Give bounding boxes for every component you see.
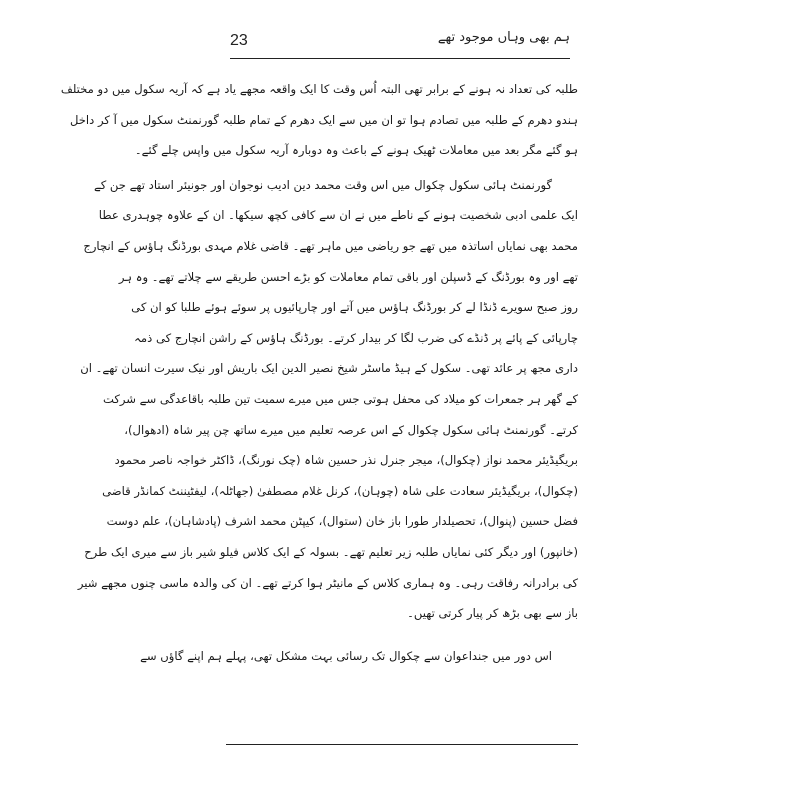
text-line: کی برادرانہ رفاقت رہی۔ وہ ہماری کلاس کے مانیٹر ہوا کرتے تھے۔ ان کی والدہ ماسی چنوں مجھے شیر <box>77 575 578 590</box>
footer-rule <box>226 744 578 745</box>
text-line: اس دور میں جنداعوان سے چکوال تک رسائی بہت مشکل تھی، پہلے ہم اپنے گاؤں سے <box>140 648 552 663</box>
text-line: فضل حسین (پنوال)، تحصیلدار طورا باز خان (ستوال)، کیپٹن محمد اشرف (پادشاہان)، علم دوست <box>106 514 578 529</box>
text-line: محمد بھی نمایاں اساتذہ میں تھے جو ریاضی میں ماہر تھے۔ قاضی غلام مہدی بورڈنگ ہاؤس کے انچارج <box>83 238 578 253</box>
page-number: 23 <box>230 32 248 49</box>
header-rule <box>230 58 570 59</box>
running-title: ہم بھی وہاں موجود تھے <box>437 30 570 45</box>
text-line: داری مجھ پر عائد تھی۔ سکول کے ہیڈ ماسٹر شیخ نصیر الدین ایک باریش اور نیک سیرت انسان تھے۔ ان <box>80 361 578 376</box>
text-line: باز سے بھی بڑھ کر پیار کرتی تھیں۔ <box>407 606 578 621</box>
text-line: (خانپور) اور دیگر کئی نمایاں طلبہ زیر تعلیم تھے۔ بسولہ کے ایک کلاس فیلو شیر باز سے میری ایک طرح <box>84 544 578 559</box>
text-line: تھے اور وہ بورڈنگ کے ڈسپلن اور باقی تمام معاملات کو بڑے احسن طریقے سے چلاتے تھے۔ وہ ہر <box>118 269 578 284</box>
text-line: طلبہ کی تعداد نہ ہونے کے برابر تھی البتہ اُس وقت کا ایک واقعہ مجھے یاد ہے کہ آریہ سکول میں دو مختلف <box>60 82 578 96</box>
text-line: روز صبح سویرے ڈنڈا لے کر بورڈنگ ہاؤس میں آتے اور چارپائیوں پر سوئے ہوئے طلبا کو ان کی <box>131 300 578 315</box>
text-line: کرتے۔ گورنمنٹ ہائی سکول چکوال کے اس عرصہ تعلیم میں میرے ساتھ چن پیر شاہ (ادھوال)، <box>124 422 578 437</box>
text-line: (چکوال)، بریگیڈیئر سعادت علی شاہ (چوہان)، کرنل غلام مصطفیٰ (جھاٹلہ)، لیفٹیننٹ کمانڈر قاضی <box>102 483 578 498</box>
text-line: ایک علمی ادبی شخصیت ہونے کے ناطے میں نے ان سے کافی کچھ سیکھا۔ ان کے علاوہ چوہدری عطا <box>98 208 578 223</box>
text-line: کے گھر ہر جمعرات کو میلاد کی محفل ہوتی جس میں میرے سمیت تین طلبہ باقاعدگی سے شرکت <box>102 391 578 406</box>
text-line: چارپائی کے پائے پر ڈنڈے کی ضرب لگا کر بیدار کرتے۔ بورڈنگ ہاؤس کے راشن انچارج کی ذمہ <box>134 330 578 345</box>
text-line: ہو گئے مگر بعد میں معاملات ٹھیک ہونے کے باعث وہ دوبارہ آریہ سکول میں واپس چلے گئے۔ <box>134 143 578 158</box>
page-header <box>230 22 570 64</box>
text-line: گورنمنٹ ہائی سکول چکوال میں اس وقت محمد دین ادیب نوجوان اور جونیئر استاد تھے جن کے <box>93 177 552 192</box>
body-text <box>60 74 578 671</box>
text-line: ہندو دھرم کے طلبہ میں تصادم ہوا تو ان میں سے ایک دھرم کے تمام طلبہ گورنمنٹ سکول میں آ کر داخل <box>69 112 578 127</box>
text-line: بریگیڈیئر محمد نواز (چکوال)، میجر جنرل نذر حسین شاہ (چک نورنگ)، ڈاکٹر خواجہ ناصر محمود <box>114 453 578 468</box>
